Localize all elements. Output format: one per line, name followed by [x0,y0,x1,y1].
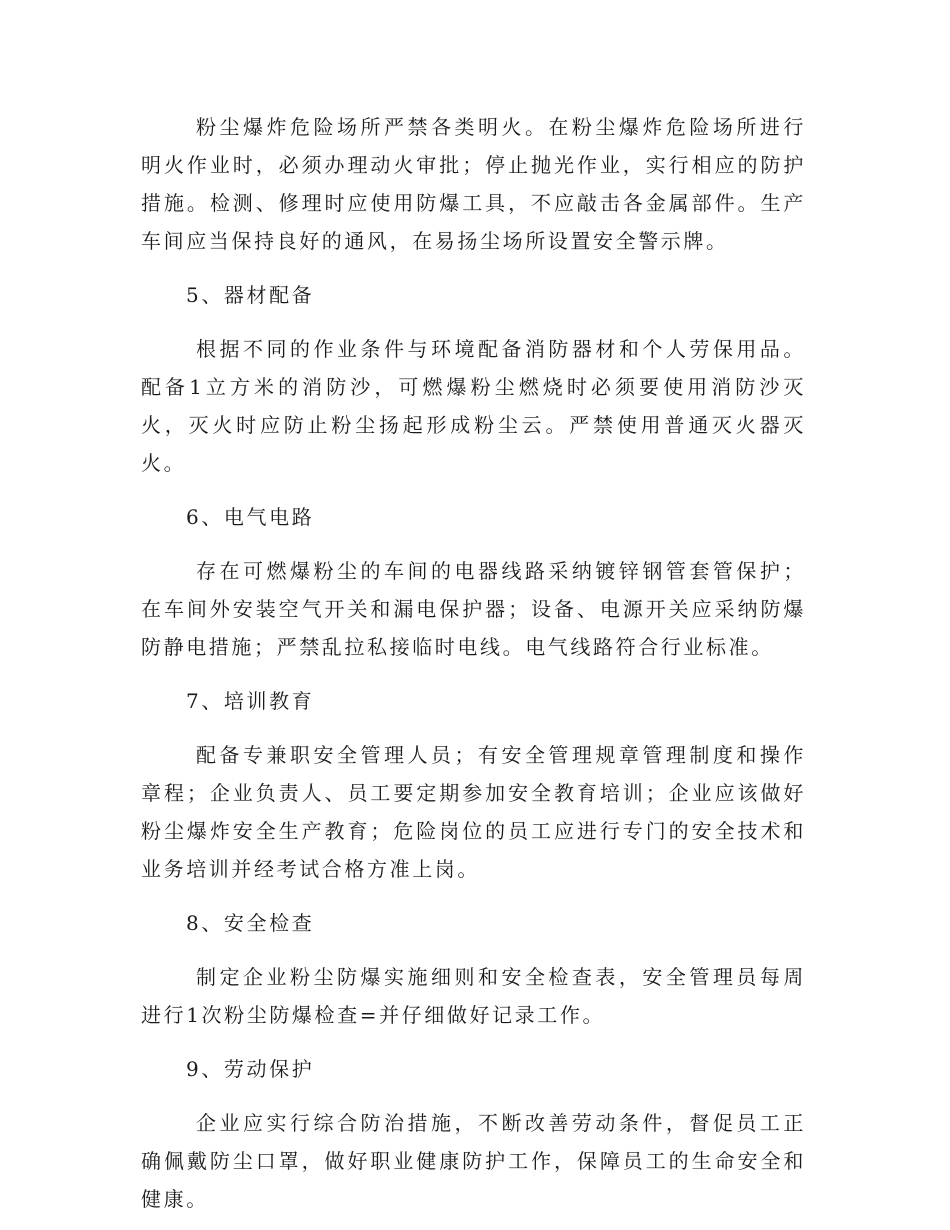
heading-inspection: 8、安全检查 [186,911,315,935]
paragraph-open-flame: 粉尘爆炸危险场所严禁各类明火。在粉尘爆炸危险场所进行明火作业时，必须办理动火审批；停止抛光作业，实行相应的防护措施。检测、修理时应使用防爆工具，不应敲击各金属部件。生产车间应当保持良好的通风，在易扬尘场所设置安全警示牌。 [141,115,806,253]
paragraph-electrical: 存在可燃爆粉尘的车间的电器线路采纳镀锌钢管套管保护；在车间外安装空气开关和漏电保护器；设备、电源开关应采纳防爆防静电措施；严禁乱拉私接临时电线。电气线路符合行业标准。 [141,559,806,659]
paragraph-training: 配备专兼职安全管理人员；有安全管理规章管理制度和操作章程；企业负责人、员工要定期参加安全教育培训；企业应该做好粉尘爆炸安全生产教育；危险岗位的员工应进行专门的安全技术和业务培训并经考试合格方准上岗。 [141,743,806,881]
heading-labor-protection: 9、劳动保护 [186,1057,315,1081]
paragraph-equipment: 根据不同的作业条件与环境配备消防器材和个人劳保用品。配备1立方米的消防沙，可燃爆粉尘燃烧时必须要使用消防沙灭火，灭火时应防止粉尘扬起形成粉尘云。严禁使用普通灭火器灭火。 [141,337,806,475]
heading-training: 7、培训教育 [186,689,315,713]
paragraph-labor-protection: 企业应实行综合防治措施，不断改善劳动条件，督促员工正确佩戴防尘口罩，做好职业健康防护工作，保障员工的生命安全和健康。 [141,1111,806,1211]
paragraph-inspection: 制定企业粉尘防爆实施细则和安全检查表，安全管理员每周进行1次粉尘防爆检查=并仔细做好记录工作。 [141,965,806,1027]
document-page [141,108,806,1218]
heading-electrical: 6、电气电路 [186,505,315,529]
heading-equipment: 5、器材配备 [186,283,315,307]
